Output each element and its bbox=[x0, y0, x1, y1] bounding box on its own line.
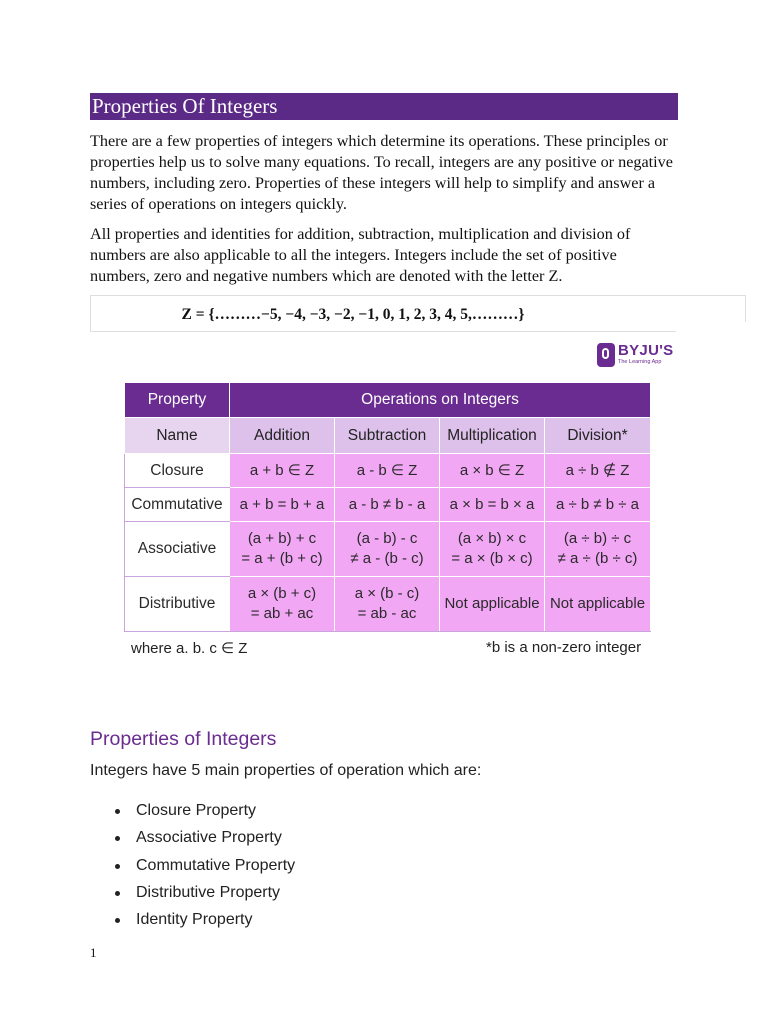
logo-name: BYJU'S bbox=[618, 342, 674, 359]
subheader-subtraction: Subtraction bbox=[335, 418, 440, 454]
header-property: Property bbox=[125, 383, 230, 418]
bullet-icon bbox=[115, 864, 120, 869]
list-item: Distributive Property bbox=[90, 882, 295, 909]
table-cell: a - b ≠ b - a bbox=[335, 488, 440, 522]
page-number: 1 bbox=[90, 945, 97, 960]
table-cell: a × (b - c) = ab - ac bbox=[335, 577, 440, 632]
byjus-logo bbox=[597, 342, 677, 370]
subheader-multiplication: Multiplication bbox=[440, 418, 545, 454]
row-name: Closure bbox=[125, 454, 230, 488]
subheader-addition: Addition bbox=[230, 418, 335, 454]
row-name: Distributive bbox=[125, 577, 230, 632]
bullet-icon bbox=[115, 891, 120, 896]
list-item: Associative Property bbox=[90, 827, 295, 854]
properties-list bbox=[90, 800, 295, 936]
table-cell: (a ÷ b) ÷ c ≠ a ÷ (b ÷ c) bbox=[545, 522, 651, 577]
table-cell: a ÷ b ∉ Z bbox=[545, 454, 651, 488]
properties-table bbox=[124, 382, 651, 632]
table-cell: a × b = b × a bbox=[440, 488, 545, 522]
header-operations: Operations on Integers bbox=[230, 383, 651, 418]
bullet-icon bbox=[115, 918, 120, 923]
table-cell: a ÷ b ≠ b ÷ a bbox=[545, 488, 651, 522]
table-row bbox=[125, 488, 651, 522]
subheader-name: Name bbox=[125, 418, 230, 454]
list-item: Closure Property bbox=[90, 800, 295, 827]
bullet-icon bbox=[115, 836, 120, 841]
logo-tagline: The Learning App bbox=[618, 359, 662, 365]
table-cell: Not applicable bbox=[440, 577, 545, 632]
table-subheader-row bbox=[125, 418, 651, 454]
table-cell: a - b ∈ Z bbox=[335, 454, 440, 488]
list-item: Identity Property bbox=[90, 909, 295, 936]
table-row bbox=[125, 522, 651, 577]
table-cell: a × b ∈ Z bbox=[440, 454, 545, 488]
section-heading: Properties of Integers bbox=[90, 728, 277, 750]
table-row bbox=[125, 577, 651, 632]
row-name: Associative bbox=[125, 522, 230, 577]
table-cell: a + b ∈ Z bbox=[230, 454, 335, 488]
list-item: Commutative Property bbox=[90, 855, 295, 882]
table-row bbox=[125, 454, 651, 488]
table-footnote-right: *b is a non-zero integer bbox=[486, 639, 642, 656]
identities-paragraph: All properties and identities for addition, subtraction, multiplication and division of numbers are also applicable to all the integers. Integers include the set of positive numbers, zero and negative numbers which are denoted with the letter Z. bbox=[90, 225, 631, 285]
table-cell: Not applicable bbox=[545, 577, 651, 632]
table-cell: a + b = b + a bbox=[230, 488, 335, 522]
table-cell: a × (b + c) = ab + ac bbox=[230, 577, 335, 632]
section-intro: Integers have 5 main properties of operation which are: bbox=[90, 762, 482, 779]
row-name: Commutative bbox=[125, 488, 230, 522]
subheader-division: Division* bbox=[545, 418, 651, 454]
page-title: Properties Of Integers bbox=[90, 93, 678, 120]
table-cell: (a × b) × c = a × (b × c) bbox=[440, 522, 545, 577]
intro-paragraph: There are a few properties of integers which determine its operations. These principles or properties help us to solve many equations. To recall, integers are any positive or negative numbers, including zero. Properties of these integers will help to simplify and answer a series of operations on integers quickly. bbox=[90, 132, 673, 213]
byjus-logo-icon bbox=[597, 343, 615, 367]
table-header-row bbox=[125, 383, 651, 418]
table-footnote-left: where a. b. c ∈ Z bbox=[131, 640, 248, 657]
table-cell: (a + b) + c = a + (b + c) bbox=[230, 522, 335, 577]
bullet-icon bbox=[115, 809, 120, 814]
table-cell: (a - b) - c ≠ a - (b - c) bbox=[335, 522, 440, 577]
integer-set-box bbox=[90, 295, 746, 332]
integer-set-notation: Z = {………−5, −4, −3, −2, −1, 0, 1, 2, 3, 4, 5,………} bbox=[181, 306, 525, 323]
